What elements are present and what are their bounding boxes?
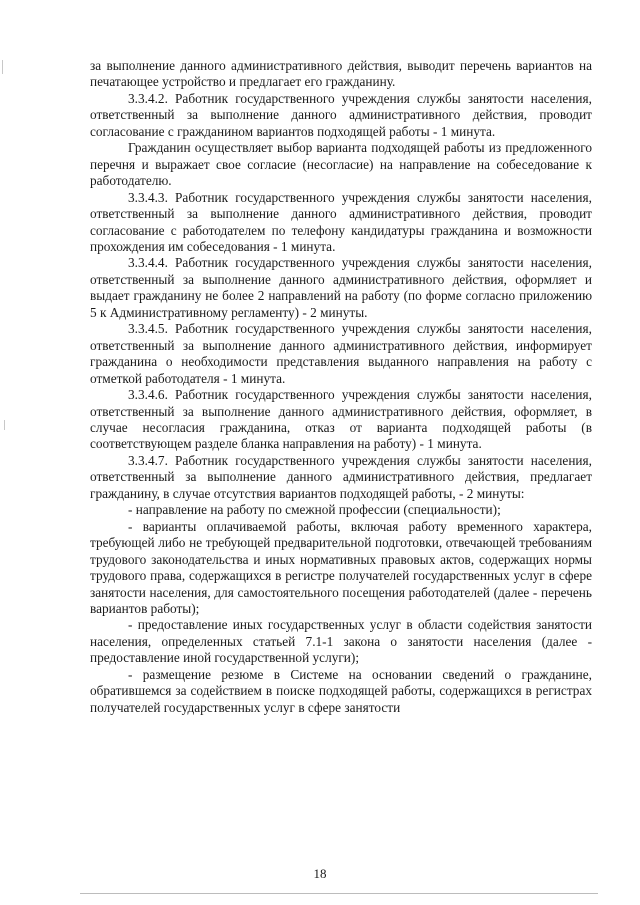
- paragraph: 3.3.4.5. Работник государственного учреждения службы занятости населения, ответственный за выполнение данного административного действия, информирует гражданина о необходимости представления выданного направления на работу с отметкой работодателя - 1 минута.: [90, 321, 592, 386]
- paragraph: 3.3.4.4. Работник государственного учреждения службы занятости населения, ответственный за выполнение данного административного действия, оформляет и выдает гражданину не более 2 направлений на работу (по форме согласно приложению 5 к Административному регламенту) - 2 минуты.: [90, 255, 592, 320]
- list-item: - варианты оплачиваемой работы, включая работу временного характера, требующей либо не требующей предварительной подготовки, отвечающей требованиям трудового законодательства и иных нормативных правовых актов, содержащих нормы трудового права, содержащихся в регистре получателей государственных услуг в сфере занятости населения, для самостоятельного посещения работодателей (далее - перечень вариантов работы);: [90, 518, 592, 616]
- body-text: [90, 58, 592, 716]
- scan-mark-left: [4, 420, 5, 430]
- paragraph: Гражданин осуществляет выбор варианта подходящей работы из предложенного перечня и выражает свое согласие (несогласие) на направление на собеседование к работодателю.: [90, 140, 592, 189]
- page-number: 18: [313, 866, 327, 881]
- bottom-rule: [80, 893, 598, 894]
- paragraph: за выполнение данного административного действия, выводит перечень вариантов на печатающее устройство и предлагает его гражданину.: [90, 58, 592, 90]
- scan-mark-top: [2, 60, 3, 74]
- list-item: - направление на работу по смежной профессии (специальности);: [128, 502, 501, 518]
- list-item: - размещение резюме в Системе на основании сведений о гражданине, обратившемся за содействием в поиске подходящей работы, содержащихся в регистрах получателей государственных услуг в сфере занятости: [90, 666, 592, 715]
- paragraph: 3.3.4.7. Работник государственного учреждения службы занятости населения, ответственный за выполнение данного административного действия, предлагает гражданину, в случае отсутствия вариантов подходящей работы, - 2 минуты:: [90, 452, 592, 501]
- paragraph: 3.3.4.2. Работник государственного учреждения службы занятости населения, ответственный за выполнение данного административного действия, проводит согласование с гражданином вариантов подходящей работы - 1 минута.: [90, 90, 592, 139]
- list-item: - предоставление иных государственных услуг в области содействия занятости населения, определенных статьей 7.1-1 закона о занятости населения (далее - предоставление иной государственной услуги);: [90, 617, 592, 666]
- paragraph: 3.3.4.6. Работник государственного учреждения службы занятости населения, ответственный за выполнение данного административного действия, оформляет, в случае несогласия гражданина, отказ от варианта подходящей работы (в соответствующем разделе бланка направления на работу) - 1 минута.: [90, 387, 592, 452]
- paragraph: 3.3.4.3. Работник государственного учреждения службы занятости населения, ответственный за выполнение данного административного действия, проводит согласование с работодателем по телефону кандидатуры гражданина и возможности прохождения им собеседования - 1 минута.: [90, 189, 592, 254]
